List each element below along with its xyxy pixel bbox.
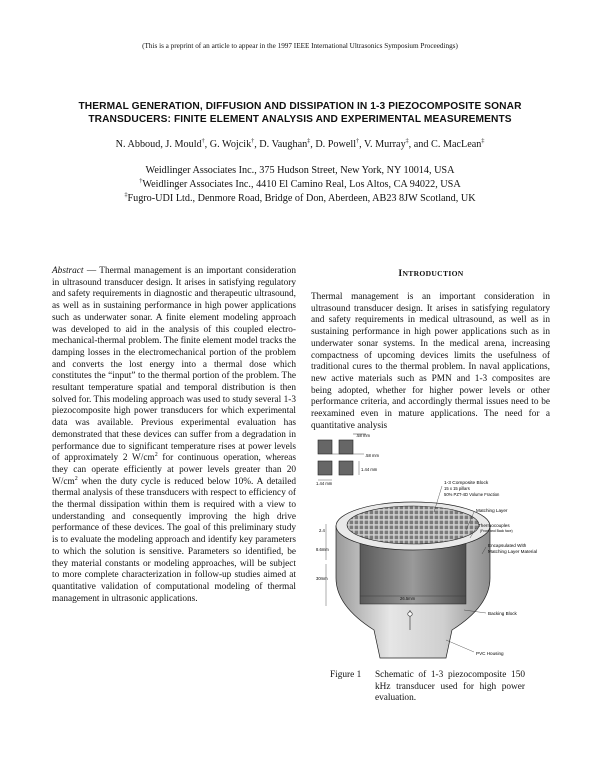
affiliation-2-text: Weidlinger Associates Inc., 4410 El Camino Real, Los Altos, CA 94022, USA (142, 179, 461, 190)
affiliation-1: Weidlinger Associates Inc., 375 Hudson Street, New York, NY 10014, USA (145, 165, 455, 176)
pillar-square (339, 440, 353, 454)
author-6: , and C. MacLean (408, 139, 482, 150)
author-2: , G. Wojcik (204, 139, 252, 150)
author-mark: † (356, 138, 360, 145)
pillar-square (318, 461, 332, 475)
abstract-text: — Thermal management is an important consideration in ultrasound transducer design. It arises in satisfying regulatory and safety requirements in diagnostic and therapeutic ultrasound, as well as in sustaining performance in high power applications such as underwater sonar. A finite element modeling approach was developed to aid in the analysis of this coupled electro-mechanical-thermal problem. The finite element model tracks the damping losses in the electromechanical portion of the problem and converts the lost energy into a thermal dose which constitutes the “input” to the thermal portion of the problem. The resultant temperature spatial and temporal distribution is then solved for. This modeling approach was used to study several 1-3 piezocomposite high power transducers for which experimental data was available. Previous experimental evaluation has demonstrated that these devices can suffer from a degradation in performance due to significant temperature rises at power levels of approximately 2 W/cm (52, 266, 296, 464)
label-thermo-1: Thermocouples (478, 523, 510, 528)
affiliation-2 (0, 178, 600, 192)
author-mark: ‡ (405, 138, 409, 145)
paper-title (50, 100, 550, 126)
composite-block-top (347, 506, 479, 544)
label-encap-2: Matching Layer Material (488, 549, 538, 554)
pillar-square (339, 461, 353, 475)
label-backing: Backing Block (488, 611, 517, 616)
label-gap: .58 mm (365, 453, 379, 458)
label-dim-c: 30mm (316, 576, 328, 581)
label-matching: Matching Layer (476, 508, 508, 513)
cable-port (408, 612, 412, 616)
introduction-text: Thermal management is an important consideration in ultrasound transducer design. It arises in satisfying regulatory and safety requirements in medical ultrasound, as well as in sustaining performance in high power applications such as in underwater sonar systems. In the medical arena, increasing compactness of upcoming devices limits the usefulness of traditional cures to the thermal problem. In naval applications, new active materials such as PMN and 1-3 composites are being adopted, whether for higher power levels or other performance criteria, and accordingly thermal issues need to be reexamined even in mature applications. The need for a quantitative analysis (311, 292, 550, 431)
affiliation-3 (0, 192, 600, 206)
affiliation-3-text: Fugro-UDI Ltd., Denmore Road, Bridge of Don, Aberdeen, AB23 8JW Scotland, UK (127, 193, 476, 204)
author-mark: † (201, 138, 205, 145)
author-mark: † (251, 138, 255, 145)
author-mark: ‡ (481, 138, 485, 145)
label-composite-2: 15 x 15 pillars (444, 486, 470, 491)
abstract-text: for continuous operation, whereas they can operate efficiently at power levels greater than 20 W/cm (52, 453, 296, 487)
figure-1 (314, 430, 550, 664)
label-pillar-h: 1.44 mm (361, 467, 378, 472)
label-pvc: PVC Housing (476, 651, 504, 656)
label-composite-1: 1-3 Composite Block (444, 481, 489, 486)
leader-line (446, 640, 474, 652)
label-dim-a: 2.4 (319, 528, 325, 533)
author-1: N. Abboud, J. Mould (115, 139, 202, 150)
label-composite-3: 50% PZT-4D Volume Fraction (444, 492, 500, 497)
title-line-2: TRANSDUCERS: FINITE ELEMENT ANALYSIS AND EXPERIMENTAL MEASUREMENTS (88, 114, 512, 125)
abstract (52, 266, 296, 605)
heading-rest: NTRODUCTION (402, 269, 464, 278)
heading-initial: I (398, 268, 403, 279)
superscript: 2 (74, 475, 78, 482)
affiliation-mark: † (139, 178, 143, 185)
author-list (0, 139, 600, 150)
author-mark: ‡ (307, 138, 311, 145)
author-3: , D. Vaughan (254, 139, 308, 150)
transducer-schematic (314, 430, 550, 664)
caption-number: Figure 1 (330, 670, 362, 680)
preprint-note: (This is a preprint of an article to appear in the 1997 IEEE International Ultrasonics Symposium Proceedings) (142, 42, 458, 50)
label-thermo-2: (Front and Back face) (480, 529, 513, 533)
label-pillar-w: 1.44 mm (316, 481, 333, 486)
abstract-text: when the duty cycle is reduced below 10%. A detailed thermal analysis of these transducers with respect to efficiency of the thermal dissipation within them is required with a view to understanding and consequently improving the high drive performance of these devices. The goal of this preliminary study is to evaluate the modeling approach and identify key parameters to which the solution is sensitive. Parameters so identified, be they material constants or modeling approaches, will be subject to more complete characterization in follow-up studies aimed at quantitative validation of computational modeling of thermal management in ultrasonic applications. (52, 476, 296, 604)
label-diameter: 26.5mm (400, 596, 416, 601)
superscript: 2 (154, 452, 158, 459)
author-4: , D. Powell (310, 139, 357, 150)
pillar-square (318, 440, 332, 454)
author-5: , V. Murray (359, 139, 406, 150)
affiliation-mark: ‡ (124, 192, 128, 199)
title-line-1: THERMAL GENERATION, DIFFUSION AND DISSIPATION IN 1-3 PIEZOCOMPOSITE SONAR (78, 101, 522, 112)
label-dim-b: 8.6mm (316, 547, 329, 552)
label-encap-1: Encapsulated With (488, 543, 527, 548)
label-pitch-top: .58 mm (356, 433, 370, 438)
caption-text: Schematic of 1-3 piezocomposite 150 kHz transducer used for high power evaluation. (375, 670, 525, 704)
abstract-lead: Abstract (52, 266, 84, 276)
section-heading-introduction (310, 268, 552, 279)
